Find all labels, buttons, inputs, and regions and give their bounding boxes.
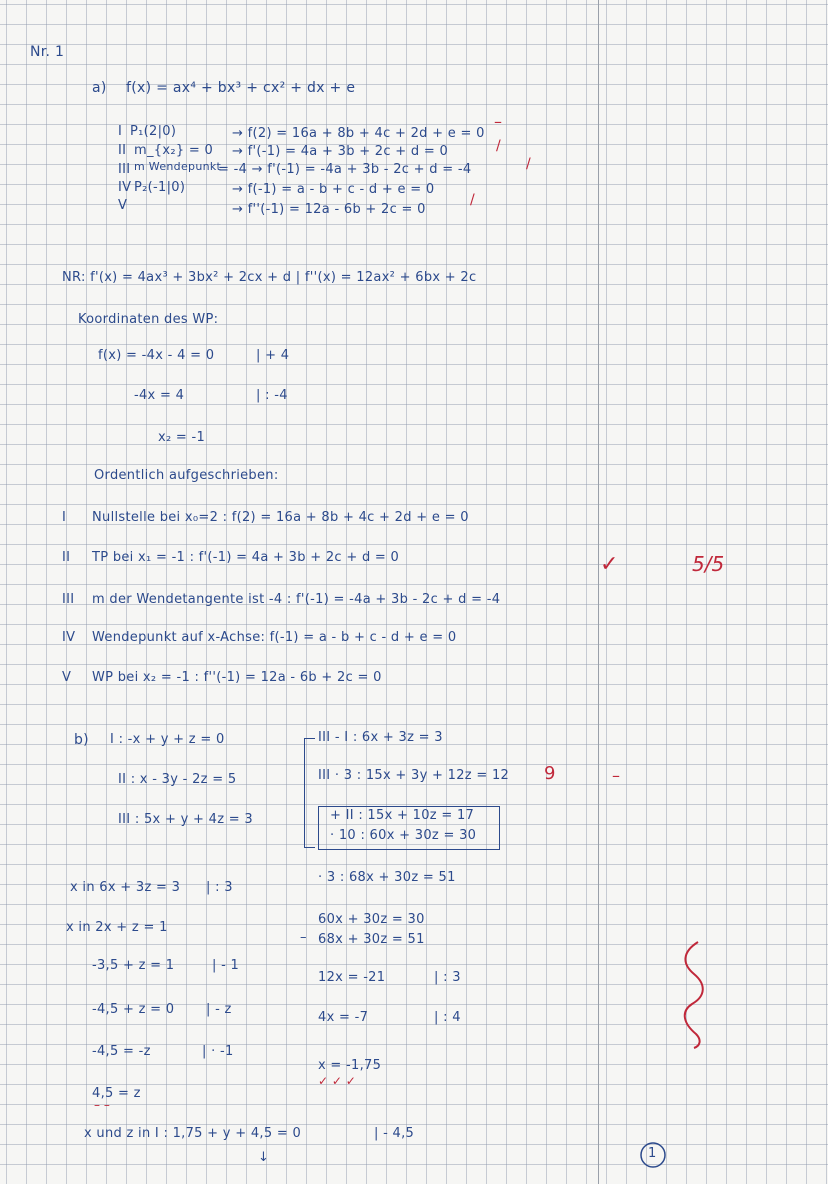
clean-row-3: m der Wendetangente ist -4 : f'(-1) = -4a + 3b - 2c + d = -4: [92, 592, 501, 607]
wp-step-1-op: | + 4: [256, 348, 290, 363]
left-step-3: -3,5 + z = 1: [92, 958, 175, 973]
wp-title: Koordinaten des WP:: [78, 312, 219, 327]
arrow-down-icon: ↓: [258, 1150, 270, 1165]
exercise-number: Nr. 1: [30, 44, 65, 60]
wp-step-3: x₂ = -1: [158, 430, 206, 445]
result-step-3: x = -1,75: [318, 1058, 382, 1073]
right-step-2: III · 3 : 15x + 3y + 12z = 12: [318, 768, 510, 783]
margin-line: [598, 0, 599, 1184]
clean-row-5: WP bei x₂ = -1 : f''(-1) = 12a - 6b + 2c = 0: [92, 670, 382, 685]
cond-eq-5: → f''(-1) = 12a - 6b + 2c = 0: [232, 202, 426, 217]
check-mark-4: /: [470, 192, 475, 208]
left-underline-marks: – –: [94, 1098, 110, 1112]
right-step-5: · 3 : 68x + 30z = 51: [318, 870, 456, 885]
red-correction: 9: [544, 763, 556, 784]
wp-step-2: -4x = 4: [134, 388, 185, 403]
right-step-4: · 10 : 60x + 30z = 30: [330, 828, 477, 843]
system-eq-3: III : 5x + y + 4z = 3: [118, 812, 253, 827]
clean-roman-3: III: [62, 592, 75, 607]
grade-check: ✓: [600, 552, 619, 577]
cond-eq-2: → f'(-1) = 4a + 3b + 2c + d = 0: [232, 144, 449, 159]
page-mark-number: 1: [648, 1146, 657, 1161]
clean-row-2: TP bei x₁ = -1 : f'(-1) = 4a + 3b + 2c + d = 0: [92, 550, 400, 565]
right-bracket: [304, 738, 315, 848]
left-step-6: 4,5 = z: [92, 1086, 141, 1101]
cond-roman-2: II: [118, 143, 127, 158]
cond-roman-1: I: [118, 124, 123, 139]
left-step-3-op: | - 1: [212, 958, 240, 973]
subtract-line-1: 60x + 30z = 30: [318, 912, 425, 927]
left-step-5-op: | · -1: [202, 1044, 234, 1059]
cond-text-3: m Wendepunkt: [134, 160, 222, 173]
check-mark-2: /: [496, 138, 501, 154]
clean-row-4: Wendepunkt auf x-Achse: f(-1) = a - b + c - d + e = 0: [92, 630, 457, 645]
check-mark-1: –: [494, 112, 502, 131]
red-dash: –: [612, 766, 620, 785]
final-line: x und z in I : 1,75 + y + 4,5 = 0: [84, 1126, 302, 1141]
check-mark-3: /: [526, 156, 531, 172]
clean-roman-2: II: [62, 550, 71, 565]
function-definition: f(x) = ax⁴ + bx³ + cx² + dx + e: [126, 80, 356, 96]
result-step-2: 4x = -7: [318, 1010, 369, 1025]
left-step-5: -4,5 = -z: [92, 1044, 151, 1059]
cond-eq-4: → f(-1) = a - b + c - d + e = 0: [232, 182, 435, 197]
cond-roman-4: IV: [118, 180, 132, 195]
final-op: | - 4,5: [374, 1126, 415, 1141]
clean-row-1: Nullstelle bei x₀=2 : f(2) = 16a + 8b + 4c + 2d + e = 0: [92, 510, 469, 525]
system-eq-2: II : x - 3y - 2z = 5: [118, 772, 237, 787]
part-a-label: a): [92, 80, 107, 96]
part-b-label: b): [74, 732, 89, 748]
cond-text-1: P₁(2|0): [130, 124, 177, 139]
cond-roman-3: III: [118, 162, 131, 177]
subtract-line-2: 68x + 30z = 51: [318, 932, 425, 947]
clean-roman-4: IV: [62, 630, 76, 645]
cond-eq-3: = -4 → f'(-1) = -4a + 3b - 2c + d = -4: [218, 162, 472, 177]
left-step-4: -4,5 + z = 0: [92, 1002, 175, 1017]
wp-step-1: f(x) = -4x - 4 = 0: [98, 348, 215, 363]
result-step-1: 12x = -21: [318, 970, 386, 985]
cond-text-2: m_{x₂} = 0: [134, 143, 214, 158]
right-step-3: + II : 15x + 10z = 17: [330, 808, 475, 823]
result-step-1-op: | : 3: [434, 970, 461, 985]
result-step-3-op: | : 4: [434, 1010, 461, 1025]
wp-step-2-op: | : -4: [256, 388, 288, 403]
result-check-marks: ✓ ✓ ✓: [318, 1074, 356, 1088]
left-step-1-op: | : 3: [206, 880, 233, 895]
red-wavy-mark: [680, 940, 710, 1050]
clean-title: Ordentlich aufgeschrieben:: [94, 468, 279, 483]
right-step-1: III - I : 6x + 3z = 3: [318, 730, 443, 745]
cond-roman-5: V: [118, 198, 128, 213]
minus-sign: –: [300, 930, 307, 945]
grade-score: 5/5: [692, 552, 725, 576]
cond-text-4: P₂(-1|0): [134, 180, 186, 195]
clean-roman-1: I: [62, 510, 67, 525]
nr-line: NR: f'(x) = 4ax³ + 3bx² + 2cx + d | f''(x) = 12ax² + 6bx + 2c: [62, 270, 477, 285]
cond-eq-1: → f(2) = 16a + 8b + 4c + 2d + e = 0: [232, 126, 485, 141]
left-step-4-op: | - z: [206, 1002, 232, 1017]
left-step-1: x in 6x + 3z = 3: [70, 880, 181, 895]
left-step-2: x in 2x + z = 1: [66, 920, 168, 935]
clean-roman-5: V: [62, 670, 72, 685]
system-eq-1: I : -x + y + z = 0: [110, 732, 225, 747]
